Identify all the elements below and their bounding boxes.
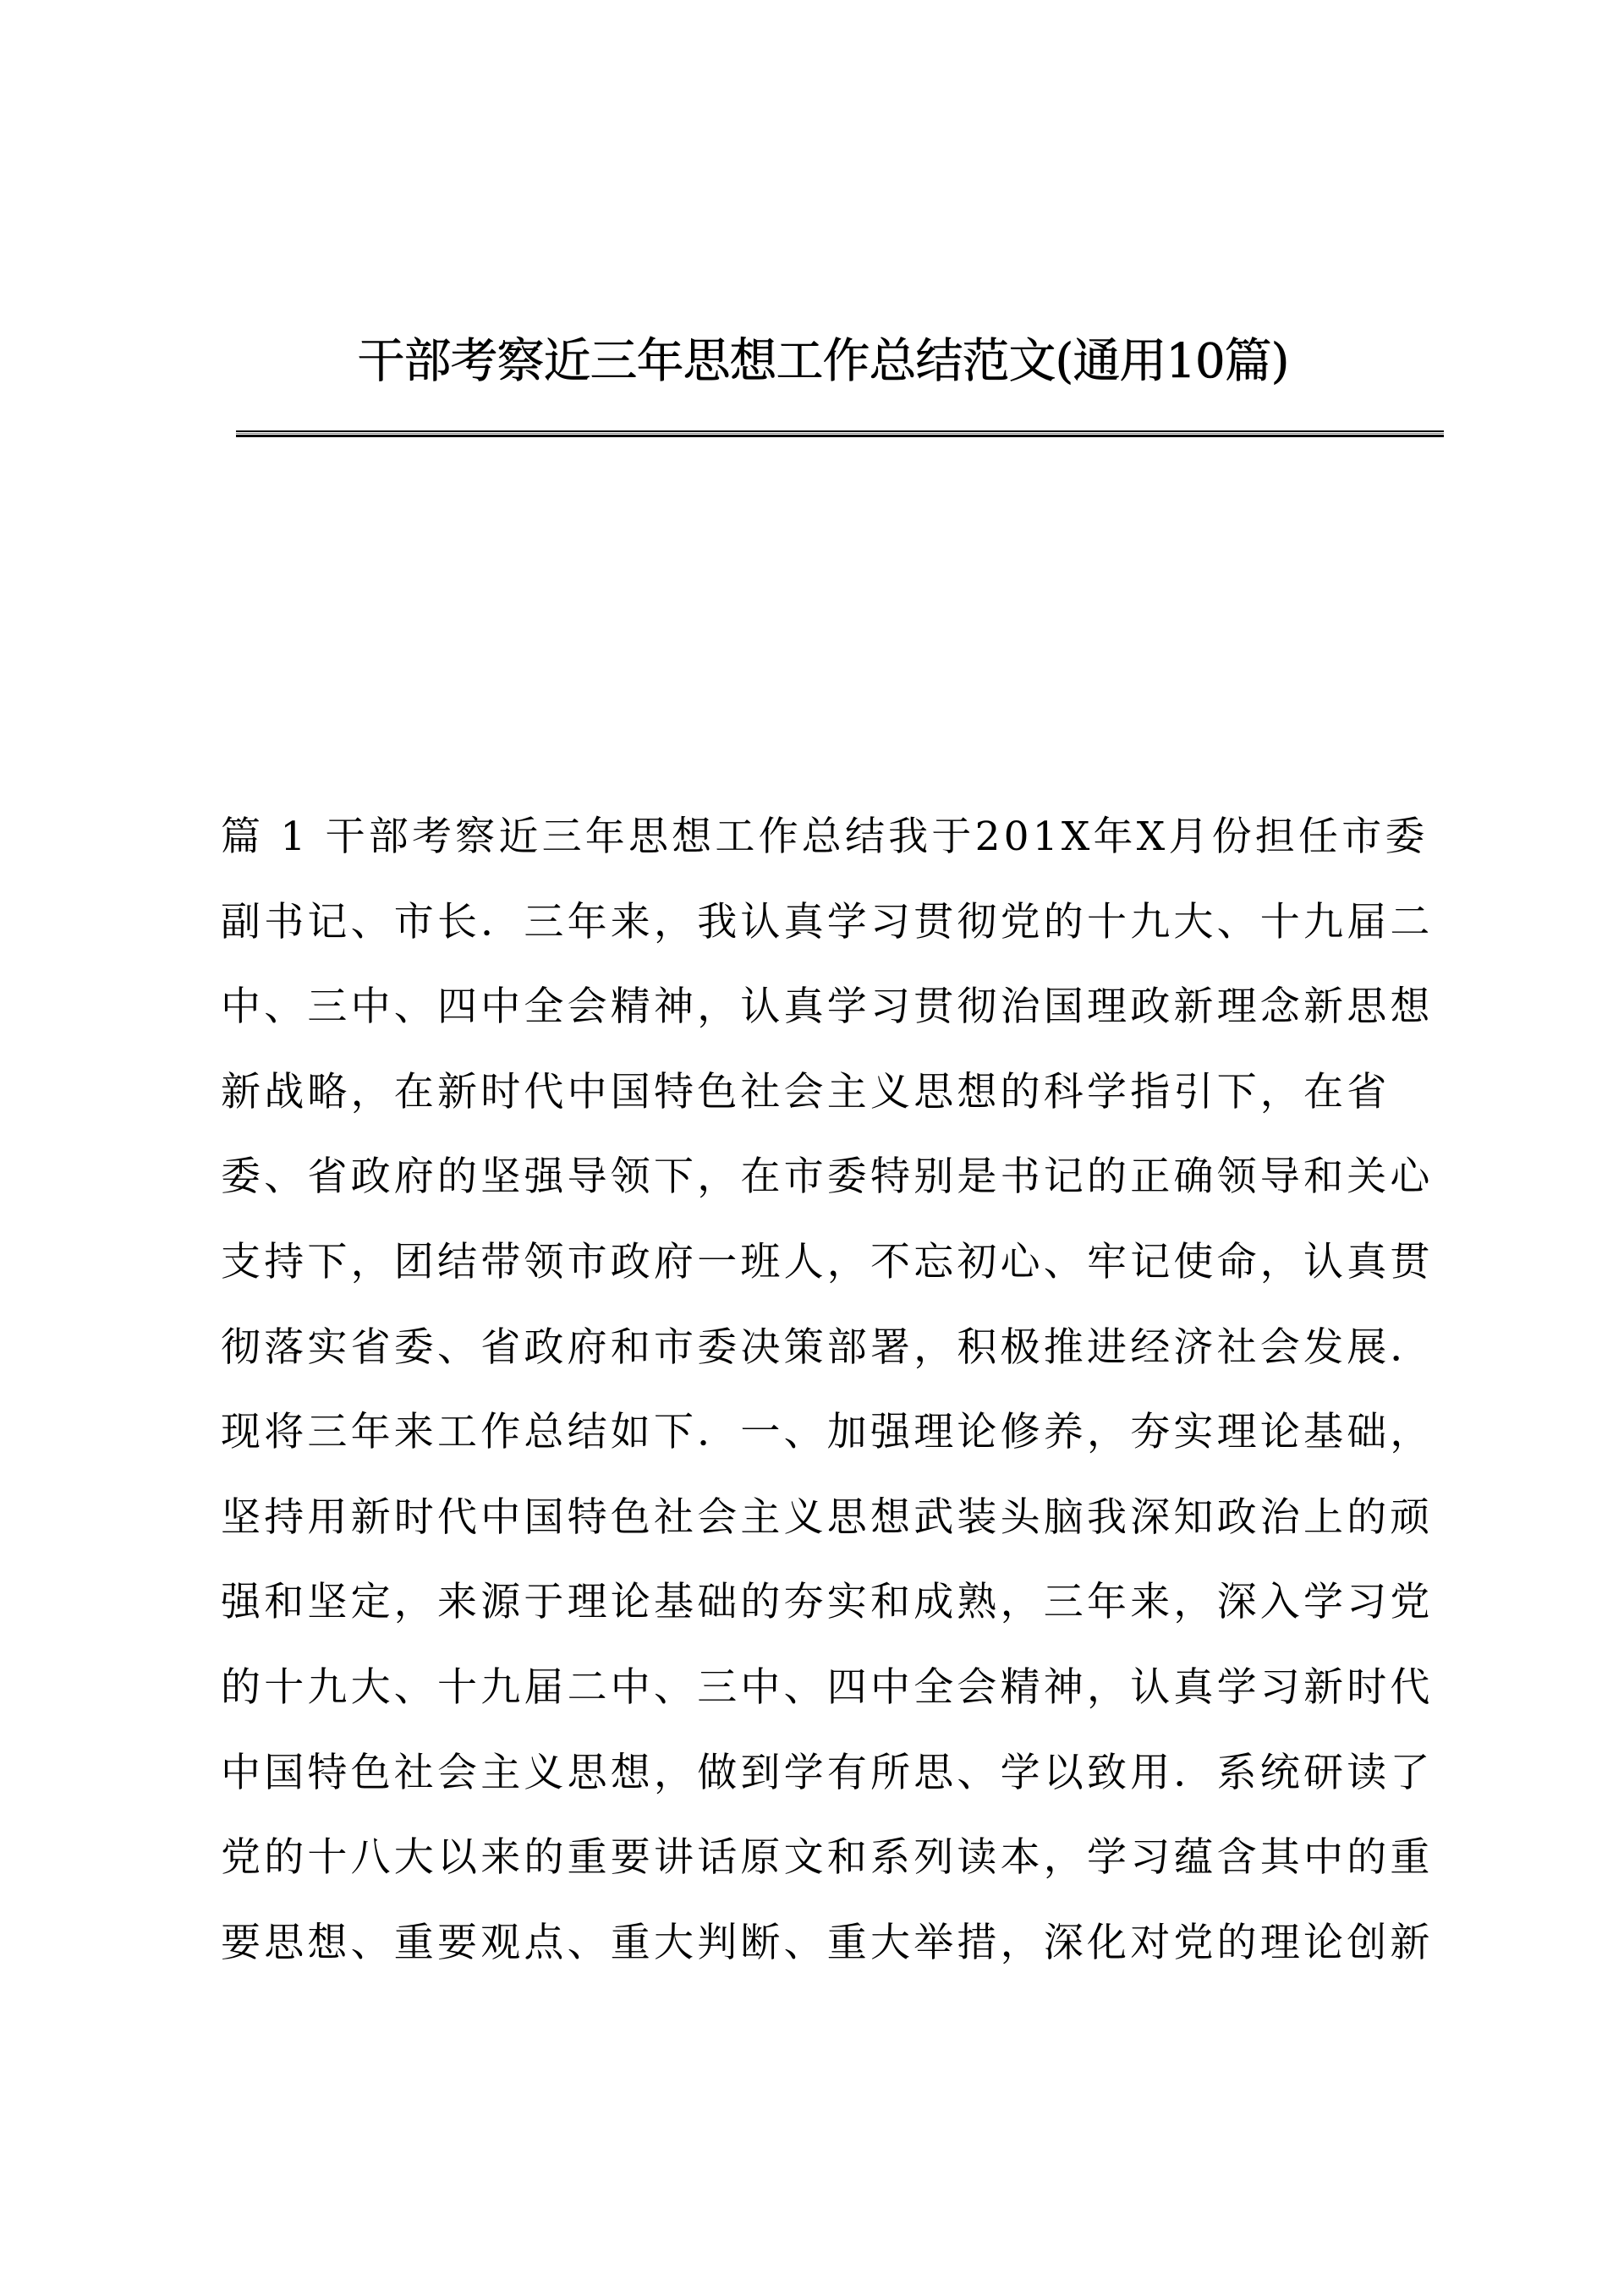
body-line: 现将三年来工作总结如下．一、加强理论修养，夯实理论基础， — [221, 1409, 1434, 1456]
rule-line-top — [236, 430, 1444, 432]
body-line: 新战略，在新时代中国特色社会主义思想的科学指引下，在省 — [221, 1068, 1391, 1115]
title-double-rule — [236, 430, 1444, 437]
rule-line-bottom — [236, 435, 1444, 437]
body-line: 要思想、重要观点、重大判断、重大举措，深化对党的理论创新 — [221, 1919, 1434, 1966]
body-line: 党的十八大以来的重要讲话原文和系列读本，学习蕴含其中的重 — [221, 1834, 1434, 1882]
body-line: 委、省政府的坚强导领下，在市委特别是书记的正确领导和关心 — [221, 1153, 1434, 1201]
body-line: 副书记、市长．三年来，我认真学习贯彻党的十九大、十九届二 — [221, 898, 1434, 945]
body-line: 篇 1 干部考察近三年思想工作总结我于201X年X月份担任市委 — [221, 814, 1429, 860]
body-line: 中、三中、四中全会精神，认真学习贯彻治国理政新理念新思想 — [221, 984, 1434, 1031]
body-line: 中国特色社会主义思想，做到学有所思、学以致用．系统研读了 — [221, 1749, 1434, 1796]
document-title: 干部考察近三年思想工作总结范文(通用10篇) — [357, 334, 1289, 389]
rule-line-middle — [236, 433, 1444, 434]
document-body — [221, 795, 1456, 1986]
body-line: 彻落实省委、省政府和市委决策部署，积极推进经济社会发展． — [221, 1323, 1434, 1371]
body-line: 支持下，团结带领市政府一班人，不忘初心、牢记使命，认真贯 — [221, 1238, 1434, 1285]
body-line: 坚持用新时代中国特色社会主义思想武装头脑我深知政治上的顽 — [221, 1493, 1434, 1541]
body-line: 的十九大、十九届二中、三中、四中全会精神，认真学习新时代 — [221, 1663, 1434, 1711]
body-line: 强和坚定，来源于理论基础的夯实和成熟，三年来，深入学习党 — [221, 1579, 1434, 1626]
